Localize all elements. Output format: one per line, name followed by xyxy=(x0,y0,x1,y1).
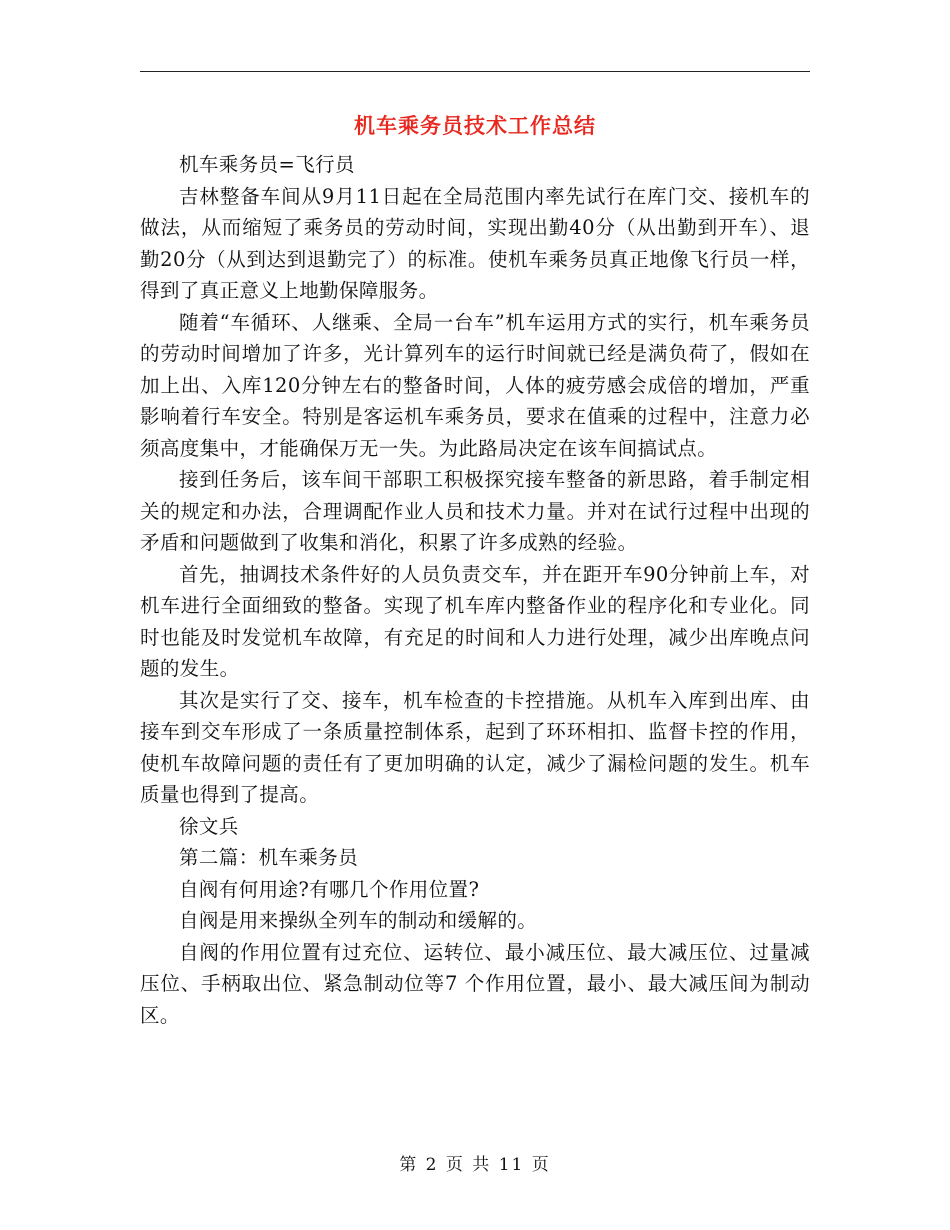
document-body xyxy=(140,149,810,1031)
paragraph-second-measure: 其次是实行了交、接车，机车检查的卡控措施。从机车入库到出库、由接车到交车形成了一条质量控制体系，起到了环环相扣、监督卡控的作用，使机车故障问题的责任有了更加明确的认定，减少了漏检问题的发生。机车质量也得到了提高。 xyxy=(140,688,810,806)
page-footer: 第 2 页 共 11 页 xyxy=(399,1155,551,1175)
paragraph-first-measure: 首先，抽调技术条件好的人员负责交车，并在距开车90分钟前上车，对机车进行全面细致的整备。实现了机车库内整备作业的程序化和专业化。同时也能及时发觉机车故障，有充足的时间和人力进行处理，减少出库晚点问题的发生。 xyxy=(140,562,810,680)
paragraph-background: 随着“车循环、人继乘、全局一台车”机车运用方式的实行，机车乘务员的劳动时间增加了许多，光计算列车的运行时间就已经是满负荷了，假如在加上出、入库120分钟左右的整备时间，人体的疲劳感会成倍的增加，严重影响着行车安全。特别是客运机车乘务员，要求在值乘的过程中，注意力必须高度集中，才能确保万无一失。为此路局决定在该车间搞试点。 xyxy=(140,310,810,460)
document-title: 机车乘务员技术工作总结 xyxy=(354,113,596,138)
paragraph-task: 接到任务后，该车间干部职工积极探究接车整备的新思路，着手制定相关的规定和办法，合理调配作业人员和技术力量。并对在试行过程中出现的矛盾和问题做到了收集和消化，积累了许多成熟的经验。 xyxy=(140,468,810,554)
header-rule xyxy=(140,71,810,72)
paragraph-subtitle: 机车乘务员=飞行员 xyxy=(179,153,355,176)
paragraph-answer-positions: 自阀的作用位置有过充位、运转位、最小减压位、最大减压位、过量减压位、手柄取出位、紧急制动位等7 个作用位置，最小、最大减压间为制动区。 xyxy=(140,940,810,1027)
paragraph-question: 自阀有何用途?有哪几个作用位置? xyxy=(179,877,480,901)
paragraph-author: 徐文兵 xyxy=(179,814,239,838)
paragraph-section-heading: 第二篇：机车乘务员 xyxy=(179,846,359,869)
paragraph-answer-use: 自阀是用来操纵全列车的制动和缓解的。 xyxy=(179,909,538,932)
paragraph-trial-intro: 吉林整备车间从9月11日起在全局范围内率先试行在库门交、接机车的做法，从而缩短了乘务员的劳动时间，实现出勤40分（从出勤到开车）、退勤20分（从到达到退勤完了）的标准。使机车乘务员真正地像飞行员一样，得到了真正意义上地勤保障服务。 xyxy=(140,184,810,302)
